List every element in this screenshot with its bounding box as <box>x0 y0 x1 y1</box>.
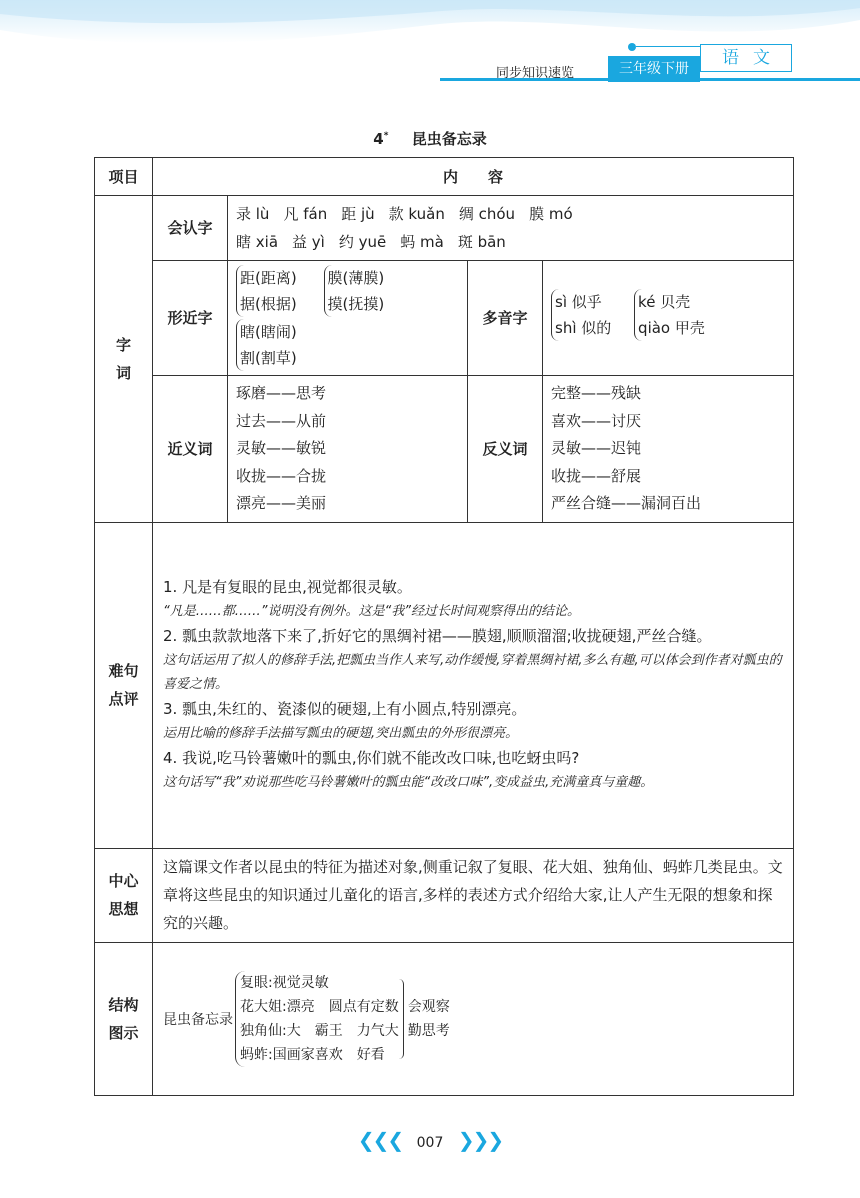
lesson-title: 昆虫备忘录 <box>411 130 487 148</box>
grade-badge: 三年级下册 <box>608 56 700 82</box>
branch-item: 花大姐:漂亮 圆点有定数 <box>240 998 399 1015</box>
list-item: 完整——残缺 <box>551 384 642 402</box>
central-label: 中心 思想 <box>95 848 153 942</box>
list-item: 灵敏——迟钝 <box>551 439 642 457</box>
recognize-chars <box>228 196 794 261</box>
header-content: 内 容 <box>153 158 794 196</box>
difficult-sentences <box>153 522 794 848</box>
list-item: 漂亮——美丽 <box>236 494 327 512</box>
list-item: 喜欢——讨厌 <box>551 411 642 430</box>
comment-4: 这句话写“我”劝说那些吃马铃薯嫩叶的瓢虫能“改改口味”,变成益虫,充满童真与童趣。 <box>163 775 654 790</box>
synonyms-list <box>228 376 468 523</box>
structure-branches <box>235 971 399 1067</box>
star-mark: * <box>383 131 389 141</box>
sentence-3: 3. 瓢虫,朱红的、瓷漆似的硬翅,上有小圆点,特别漂亮。 <box>163 700 527 718</box>
summary-table <box>94 157 794 1096</box>
right-arrows-icon: ❯❯❯ <box>457 1128 503 1152</box>
lesson-number: 4 <box>373 130 384 148</box>
structure-right-brace <box>399 979 404 1059</box>
central-idea: 这篇课文作者以昆虫的特征为描述对象,侧重记叙了复眼、花大姐、独角仙、蚂蚱几类昆虫。文章将这些昆虫的知识通过儿童化的语言,多样的表述方式介绍给大家,让人产生无限的想象和探究的兴趣。 <box>153 848 794 942</box>
list-item: 过去——从前 <box>236 411 327 430</box>
header-dot-icon <box>628 43 636 51</box>
polyphone-label: 多音字 <box>468 261 543 376</box>
structure-diagram <box>153 942 794 1095</box>
similar-group-2: 膜(薄膜) 摸(抚摸) <box>324 265 385 317</box>
subject-badge: 语文 <box>700 44 792 72</box>
polyphone-chars <box>543 261 794 376</box>
header-item: 项目 <box>95 158 153 196</box>
sentence-4: 4. 我说,吃马铃薯嫩叶的瓢虫,你们就不能改改口味,也吃蚜虫吗? <box>163 749 580 767</box>
comment-1: “凡是……都……”说明没有例外。这是“我”经过长时间观察得出的结论。 <box>163 604 580 619</box>
recognize-line-2: 瞎 xiā 益 yì 约 yuē 蚂 mà 斑 bān <box>236 233 506 251</box>
structure-root: 昆虫备忘录 <box>163 1011 233 1028</box>
sentence-2: 2. 瓢虫款款地落下来了,折好它的黑绸衬裙——膜翅,顺顺溜溜;收拢硬翅,严丝合缝。 <box>163 627 712 645</box>
sentence-1: 1. 凡是有复眼的昆虫,视觉都很灵敏。 <box>163 578 412 596</box>
comment-3: 运用比喻的修辞手法描写瓢虫的硬翅,突出瓢虫的外形很漂亮。 <box>163 726 519 741</box>
branch-item: 蚂蚱:国画家喜欢 好看 <box>240 1046 385 1063</box>
section-words-label: 字 词 <box>95 196 153 523</box>
similar-chars <box>228 261 468 376</box>
polyphone-group-2: ké 贝壳 qiào 甲壳 <box>634 289 705 341</box>
difficult-label: 难句 点评 <box>95 522 153 848</box>
similar-label: 形近字 <box>153 261 228 376</box>
branch-item: 独角仙:大 霸王 力气大 <box>240 1022 399 1039</box>
branch-item: 复眼:视觉灵敏 <box>240 974 329 991</box>
polyphone-group-1: sì 似乎 shì 似的 <box>551 289 611 341</box>
recognize-label: 会认字 <box>153 196 228 261</box>
antonyms-label: 反义词 <box>468 376 543 523</box>
page-number: 007 <box>416 1135 444 1151</box>
list-item: 灵敏——敏锐 <box>236 439 327 457</box>
antonyms-list <box>543 376 794 523</box>
list-item: 收拢——合拢 <box>236 466 327 485</box>
comment-2: 这句话运用了拟人的修辞手法,把瓢虫当作人来写,动作缓慢,穿着黑绸衬裙,多么有趣,可以体会到作者对瓢虫的喜爱之情。 <box>163 653 782 692</box>
structure-summary: 会观察 勤思考 <box>407 998 450 1039</box>
synonyms-label: 近义词 <box>153 376 228 523</box>
similar-group-3: 瞎(瞎闹) 割(割草) <box>236 319 297 371</box>
header-subtitle: 同步知识速览 <box>496 66 575 81</box>
header-divider <box>636 46 700 47</box>
list-item: 琢磨——思考 <box>236 384 327 402</box>
page-title <box>0 128 860 149</box>
list-item: 严丝合缝——漏洞百出 <box>551 494 702 512</box>
page-footer <box>0 1128 860 1152</box>
list-item: 收拢——舒展 <box>551 466 642 485</box>
left-arrows-icon: ❮❮❮ <box>357 1128 403 1152</box>
similar-group-1: 距(距离) 据(根据) <box>236 265 297 317</box>
recognize-line-1: 录 lù 凡 fán 距 jù 款 kuǎn 绸 chóu 膜 mó <box>236 205 573 223</box>
structure-label: 结构 图示 <box>95 942 153 1095</box>
